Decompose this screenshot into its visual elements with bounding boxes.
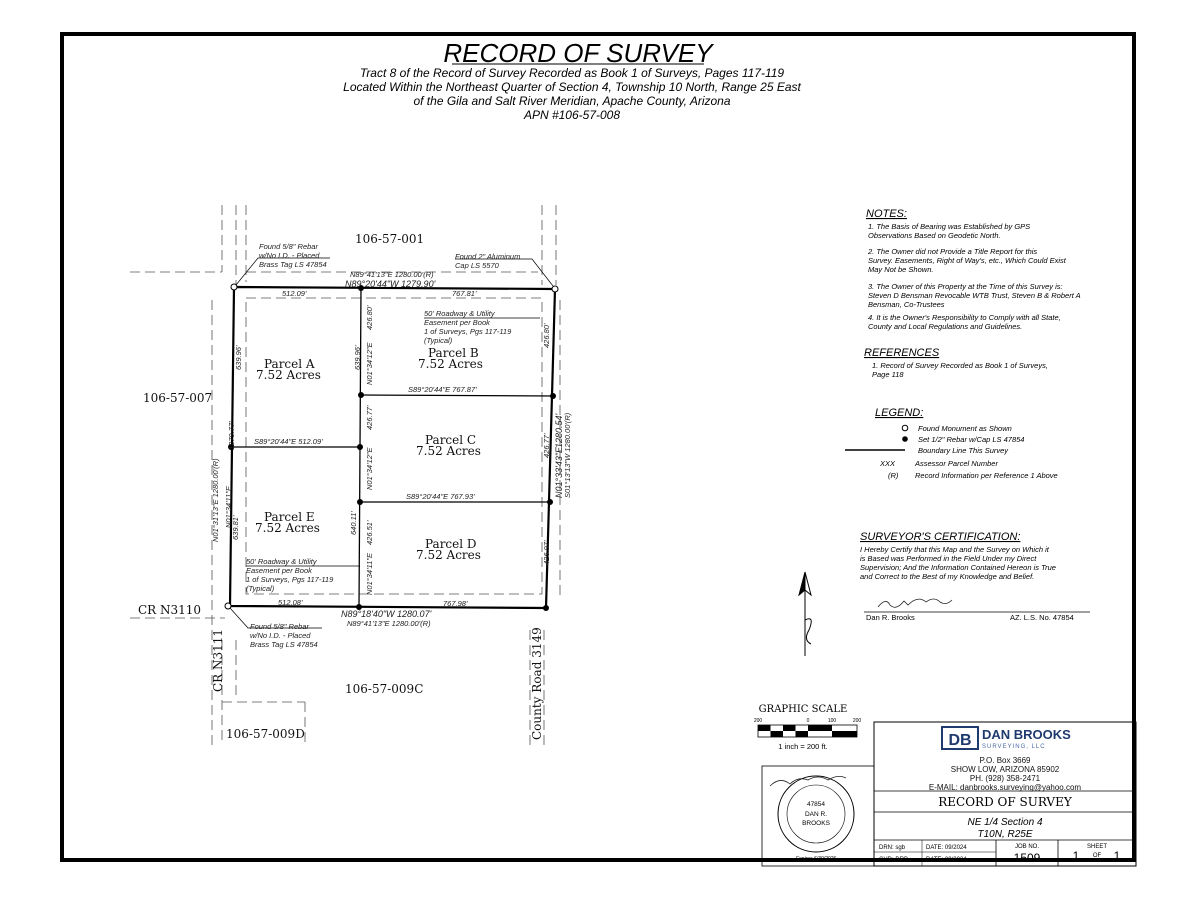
legend-xxx: Assessor Parcel Number xyxy=(915,459,998,468)
west-639-81: 639.81' xyxy=(231,515,240,540)
east-426-80: 426.80' xyxy=(542,323,551,348)
legend-set-icon xyxy=(902,436,908,442)
location-1: NE 1/4 Section 4 xyxy=(967,817,1043,828)
location-2: T10N, R25E xyxy=(977,829,1033,840)
found-ne-1: Found 2" Aluminum xyxy=(455,252,521,261)
apn-north: 106-57-001 xyxy=(355,232,425,246)
found-nw-2: w/No I.D. - Placed xyxy=(259,251,320,260)
north-arrow-head-half xyxy=(805,572,811,595)
parcel-b-label: Parcel B xyxy=(428,346,479,360)
certification-line-3: Supervision; And the Information Contained Hereon is True xyxy=(860,563,1056,572)
found-ne-2: Cap LS 5570 xyxy=(455,261,499,270)
apn-south: 106-57-009C xyxy=(345,682,424,696)
west-639-96: 639.96' xyxy=(234,345,243,370)
legend-found-icon xyxy=(902,425,908,431)
company-phone: PH. (928) 358-2471 xyxy=(969,774,1041,783)
easement-1a: 50' Roadway & Utility xyxy=(424,309,495,318)
parcel-c-acres: 7.52 Acres xyxy=(416,444,481,458)
set-rebar-icon xyxy=(550,393,556,399)
west-record: N01°31'13"E 1280.00'(R) xyxy=(211,458,220,542)
sheet-of: OF xyxy=(1092,853,1102,859)
reference-1b: Page 118 xyxy=(872,370,904,379)
company-logo xyxy=(942,727,1071,750)
seal-expires: Expires 6/30/2026 xyxy=(795,856,837,862)
signature xyxy=(878,599,952,607)
certification-line-4: and Correct to the Best of my Knowledge and Belief. xyxy=(860,572,1035,581)
seal-number: 47854 xyxy=(806,801,826,808)
north-arrow-icon xyxy=(799,572,811,656)
company-address-1: P.O. Box 3669 xyxy=(979,756,1031,765)
easement-2b: Easement per Book xyxy=(246,566,312,575)
found-sw-2: w/No I.D. - Placed xyxy=(250,631,311,640)
road-label-cr3111: CR N3111 xyxy=(211,628,225,692)
north-record: N89°41'13"E 1280.00'(R) xyxy=(350,270,434,279)
mid-426-51: 426.51' xyxy=(365,520,374,545)
certification-heading: SURVEYOR'S CERTIFICATION: xyxy=(860,531,1021,543)
mid-426-80: 426.80' xyxy=(365,305,374,330)
south-512: 512.08' xyxy=(278,598,303,607)
header-line-3: of the Gila and Salt River Meridian, Apache County, Arizona xyxy=(413,94,731,108)
east-426-77: 426.77' xyxy=(542,433,551,458)
west-bearing: N01°34'11"E xyxy=(224,486,233,528)
parcel-d-acres: 7.52 Acres xyxy=(416,548,481,562)
legend-r: Record Information per Reference 1 Above xyxy=(915,471,1058,480)
note-2b: Survey. Easements, Right of Way's, etc., Which Could Exist xyxy=(868,256,1066,265)
scale-tick-200-left: 200 xyxy=(753,718,763,724)
header-line-4: APN #106-57-008 xyxy=(523,108,621,122)
sheet-label: SHEET xyxy=(1086,844,1108,850)
certification-line-2: is Based was Performed in the Field Under my Direct xyxy=(860,554,1037,563)
east-record: S01°13'13"W 1280.00'(R) xyxy=(563,412,572,498)
sheet-number: 1 xyxy=(1072,849,1080,863)
apn-southwest: 106-57-009D xyxy=(226,727,305,741)
job-label: JOB NO. xyxy=(1014,844,1040,850)
set-rebar-icon xyxy=(358,392,364,398)
note-4b: County and Local Regulations and Guidelines. xyxy=(868,322,1023,331)
parcel-d-label: Parcel D xyxy=(425,537,477,551)
logo-monogram: DB xyxy=(948,732,972,749)
surveyor-license: AZ. L.S. No. 47854 xyxy=(1010,613,1074,622)
line-ae: S89°20'44"E 512.09' xyxy=(254,437,323,446)
checked-date: DATE: 09/2024 xyxy=(926,857,967,863)
legend-set: Set 1/2" Rebar w/Cap LS 47854 xyxy=(918,435,1025,444)
scale-inch: 1 inch = 200 ft. xyxy=(778,742,828,751)
notes-heading: NOTES: xyxy=(866,208,907,220)
surveyor-name: Dan R. Brooks xyxy=(866,613,915,622)
east-distance: 1280.54' xyxy=(554,413,564,448)
easement-2a: 50' Roadway & Utility xyxy=(246,557,317,566)
set-rebar-icon xyxy=(357,499,363,505)
certification-block xyxy=(860,531,1090,622)
note-2a: 2. The Owner did not Provide a Title Report for this xyxy=(868,247,1038,256)
north-767: 767.81' xyxy=(452,289,477,298)
title-block xyxy=(874,722,1136,866)
road-label-west: CR N3110 xyxy=(138,603,202,617)
scale-check xyxy=(783,725,796,731)
seal-name-1: DAN R. xyxy=(804,811,828,818)
set-rebar-icon xyxy=(357,444,363,450)
note-3b: Steven D Bensman Revocable WTB Trust, Steven B & Robert A xyxy=(868,291,1081,300)
company-email: E-MAIL: danbrooks.surveying@yahoo.com xyxy=(928,783,1082,792)
parcel-b-acres: 7.52 Acres xyxy=(418,357,483,371)
found-nw-3: Brass Tag LS 47854 xyxy=(259,260,327,269)
north-arrow-flourish xyxy=(805,619,811,644)
west-distance: 1279.77' xyxy=(227,421,236,450)
scale-tick-100: 100 xyxy=(827,718,837,724)
parcel-line-bc xyxy=(361,395,553,396)
page-title: RECORD OF SURVEY xyxy=(443,38,713,68)
set-rebar-icon xyxy=(543,605,549,611)
note-3c: Bensman, Co-Trustees xyxy=(868,300,945,309)
scale-check xyxy=(832,731,857,737)
drawn-by: DRN: sgb xyxy=(879,845,906,851)
set-rebar-icon xyxy=(547,499,553,505)
legend-block xyxy=(845,407,1058,480)
south-bearing: N89°18'40"W 1280.07' xyxy=(341,609,432,619)
legend-heading: LEGEND: xyxy=(875,407,924,419)
road-label-east: County Road 3149 xyxy=(530,627,544,740)
checked-by: CHD: DRB xyxy=(879,857,909,863)
drawn-date: DATE: 09/2024 xyxy=(926,845,967,851)
scale-check xyxy=(758,725,771,731)
scale-check xyxy=(808,725,832,731)
parcel-c-label: Parcel C xyxy=(425,433,477,447)
south-record: N89°41'13"E 1280.00'(R) xyxy=(347,619,431,628)
found-sw-1: Found 5/8" Rebar xyxy=(250,622,309,631)
scale-title: GRAPHIC SCALE xyxy=(758,704,848,715)
mid-639-96: 639.96' xyxy=(353,345,362,370)
north-512: 512.09' xyxy=(282,289,307,298)
scale-check xyxy=(771,731,784,737)
easement-line xyxy=(246,298,542,594)
survey-annotations xyxy=(211,242,572,649)
easement-1c: 1 of Surveys, Pgs 117-119 xyxy=(424,327,512,336)
easement-2c: 1 of Surveys, Pgs 117-119 xyxy=(246,575,334,584)
header-line-1: Tract 8 of the Record of Survey Recorded as Book 1 of Surveys, Pages 117-119 xyxy=(359,66,785,80)
reference-1a: 1. Record of Survey Recorded as Book 1 of Surveys, xyxy=(872,361,1048,370)
seal-name-2: BROOKS xyxy=(802,820,830,827)
scale-tick-200-right: 200 xyxy=(852,718,862,724)
scale-tick-0: 0 xyxy=(806,718,810,724)
easement-1b: Easement per Book xyxy=(424,318,490,327)
company-address-2: SHOW LOW, ARIZONA 85902 xyxy=(950,765,1060,774)
certification-line-1: I Hereby Certify that this Map and the Survey on Which it xyxy=(860,545,1049,554)
found-nw-1: Found 5/8" Rebar xyxy=(259,242,318,251)
mid-bearing-2: N01°34'12"E xyxy=(365,447,374,490)
found-monument-icon xyxy=(552,286,558,292)
parcel-a-label: Parcel A xyxy=(264,357,315,371)
easement-2d: (Typical) xyxy=(246,584,275,593)
note-4a: 4. It is the Owner's Responsibility to Comply with all State, xyxy=(868,313,1061,322)
mid-bearing-3: N01°34'11"E xyxy=(365,553,374,595)
apn-west: 106-57-007 xyxy=(143,391,213,405)
legend-found: Found Monument as Shown xyxy=(918,424,1012,433)
north-bearing: N89°20'44"W 1279.90' xyxy=(345,279,436,289)
line-bc: S89°20'44"E 767.87' xyxy=(408,385,477,394)
scale-check xyxy=(796,731,809,737)
header-line-2: Located Within the Northeast Quarter of Section 4, Township 10 North, Range 25 East xyxy=(343,80,801,94)
mid-426-77: 426.77' xyxy=(365,405,374,430)
east-426-97: 426.97' xyxy=(542,540,551,565)
note-1b: Observations Based on Geodetic North. xyxy=(868,231,1001,240)
north-arrow-head xyxy=(799,572,805,595)
legend-r-symbol: (R) xyxy=(888,471,899,480)
parcel-e-acres: 7.52 Acres xyxy=(255,521,320,535)
company-name: DAN BROOKS xyxy=(982,727,1071,742)
line-cd: S89°20'44"E 767.93' xyxy=(406,492,475,501)
east-bearing: N01°33'43"E xyxy=(554,446,564,498)
legend-boundary: Boundary Line This Survey xyxy=(918,446,1009,455)
mid-640-11: 640.11' xyxy=(349,511,358,535)
note-3a: 3. The Owner of this Property at the Time of this Survey is: xyxy=(868,282,1063,291)
mid-bearing-1: N01°34'12"E xyxy=(365,342,374,385)
registration-seal xyxy=(762,766,874,866)
easement-1d: (Typical) xyxy=(424,336,453,345)
sheet-total: 1 xyxy=(1113,849,1121,863)
company-sub: SURVEYING, LLC xyxy=(982,744,1046,750)
note-1a: 1. The Basis of Bearing was Established by GPS xyxy=(868,222,1031,231)
graphic-scale xyxy=(754,704,862,751)
notes-block xyxy=(864,208,1081,379)
parcel-e-label: Parcel E xyxy=(264,510,315,524)
document-type: RECORD OF SURVEY xyxy=(938,795,1072,809)
job-number: 1509 xyxy=(1013,851,1041,865)
south-767: 767.98' xyxy=(443,599,468,608)
parcel-a-acres: 7.52 Acres xyxy=(256,368,321,382)
references-heading: REFERENCES xyxy=(864,347,940,359)
note-2c: May Not be Shown. xyxy=(868,265,934,274)
found-sw-3: Brass Tag LS 47854 xyxy=(250,640,318,649)
legend-xxx-symbol: XXX xyxy=(880,459,896,468)
